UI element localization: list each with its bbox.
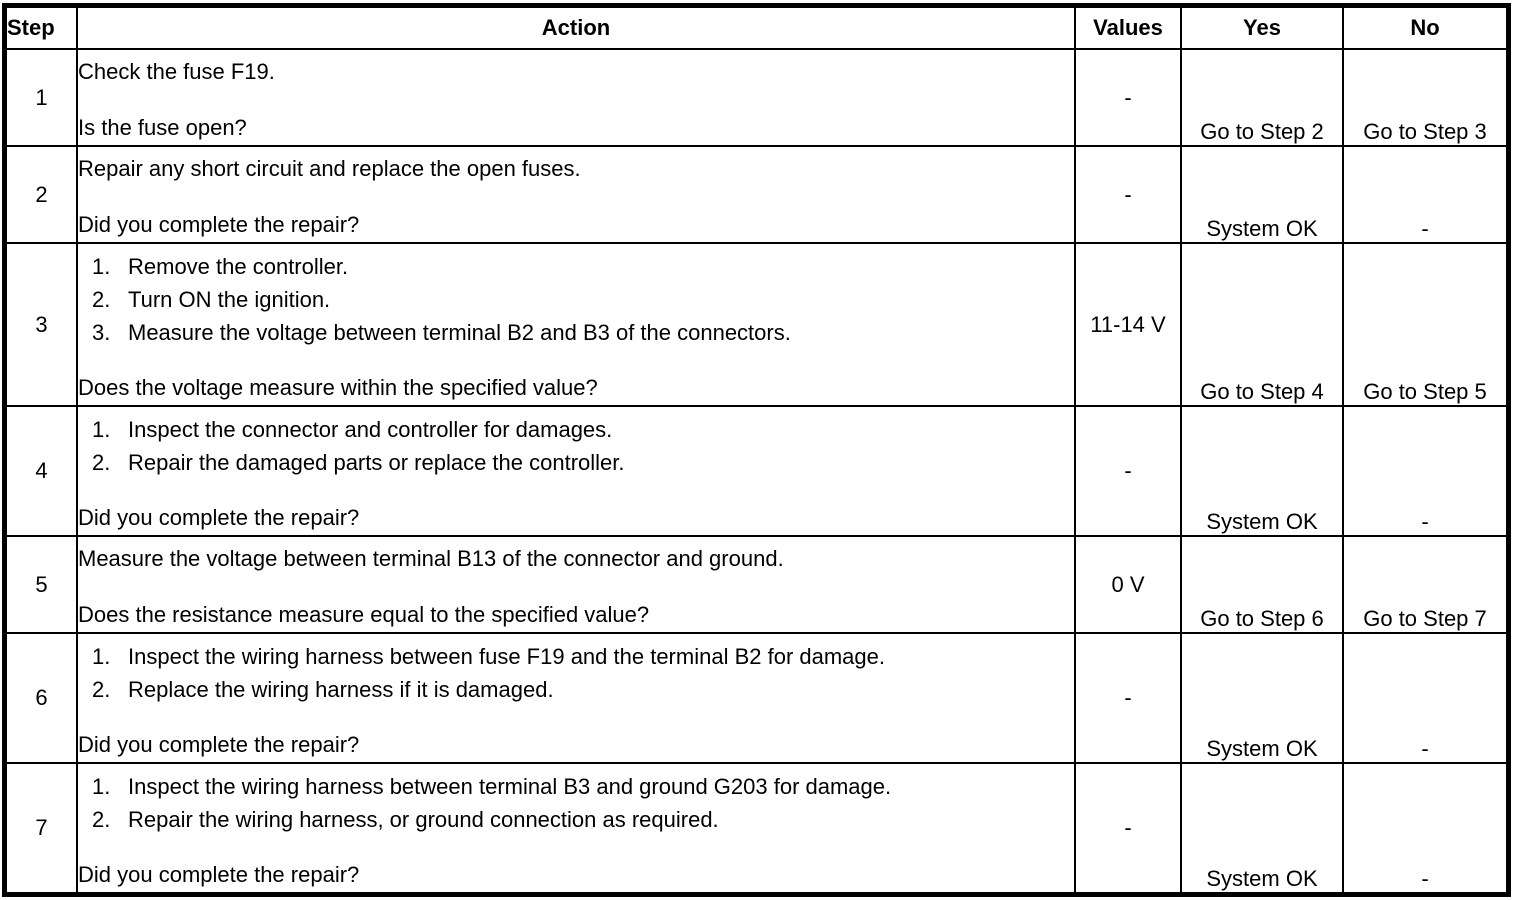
yes-cell: System OK: [1181, 633, 1343, 763]
action-step-text: Turn ON the ignition.: [128, 287, 331, 312]
yes-cell: Go to Step 2: [1181, 49, 1343, 146]
action-steps-list: [78, 640, 1074, 706]
action-question: Did you complete the repair?: [78, 505, 360, 530]
action-question: Did you complete the repair?: [78, 212, 360, 237]
action-step-item: [78, 640, 1074, 673]
action-step-number: 2.: [92, 807, 111, 832]
yes-cell: System OK: [1181, 406, 1343, 536]
yes-cell: System OK: [1181, 763, 1343, 893]
action-step-text: Remove the controller.: [128, 254, 349, 279]
table-row: [6, 49, 1507, 146]
action-step-item: [78, 283, 1074, 316]
no-cell: -: [1343, 146, 1507, 243]
action-cell: [77, 633, 1075, 763]
action-question: Does the resistance measure equal to the specified value?: [78, 602, 650, 627]
action-step-text: Replace the wiring harness if it is damaged.: [128, 677, 554, 702]
action-step-number: 2.: [92, 450, 111, 475]
step-number: 6: [6, 633, 77, 763]
action-step-number: 1.: [92, 254, 111, 279]
header-values: Values: [1075, 7, 1181, 49]
action-cell: [77, 146, 1075, 243]
action-question: Did you complete the repair?: [78, 862, 360, 887]
yes-cell: Go to Step 6: [1181, 536, 1343, 633]
action-cell: [77, 406, 1075, 536]
action-text: Check the fuse F19.: [78, 59, 275, 84]
no-cell: -: [1343, 406, 1507, 536]
values-cell: -: [1075, 763, 1181, 893]
values-cell: -: [1075, 406, 1181, 536]
header-no: No: [1343, 7, 1507, 49]
action-cell: [77, 49, 1075, 146]
no-cell: Go to Step 7: [1343, 536, 1507, 633]
action-step-item: [78, 803, 1074, 836]
action-step-number: 1.: [92, 644, 111, 669]
action-step-item: [78, 446, 1074, 479]
header-row: [6, 7, 1507, 49]
action-steps-list: [78, 413, 1074, 479]
action-question: Is the fuse open?: [78, 115, 247, 140]
action-cell: [77, 536, 1075, 633]
table-body: [6, 49, 1507, 893]
action-text: Measure the voltage between terminal B13 of the connector and ground.: [78, 546, 784, 571]
action-step-item: [78, 770, 1074, 803]
action-step-item: [78, 673, 1074, 706]
yes-cell: Go to Step 4: [1181, 243, 1343, 406]
header-step: Step: [6, 7, 77, 49]
action-steps-list: [78, 770, 1074, 836]
action-step-item: [78, 316, 1074, 349]
action-step-number: 1.: [92, 417, 111, 442]
action-step-text: Repair the wiring harness, or ground connection as required.: [128, 807, 719, 832]
action-step-text: Inspect the connector and controller for damages.: [128, 417, 613, 442]
action-step-number: 1.: [92, 774, 111, 799]
action-text: Repair any short circuit and replace the open fuses.: [78, 156, 581, 181]
action-cell: [77, 243, 1075, 406]
no-cell: -: [1343, 763, 1507, 893]
no-cell: Go to Step 5: [1343, 243, 1507, 406]
table-row: [6, 536, 1507, 633]
table-row: [6, 146, 1507, 243]
table-row: [6, 243, 1507, 406]
values-cell: -: [1075, 49, 1181, 146]
action-step-item: [78, 250, 1074, 283]
values-cell: 11-14 V: [1075, 243, 1181, 406]
values-cell: -: [1075, 146, 1181, 243]
action-cell: [77, 763, 1075, 893]
step-number: 2: [6, 146, 77, 243]
diagnostic-table: [5, 6, 1508, 894]
action-step-text: Repair the damaged parts or replace the controller.: [128, 450, 625, 475]
step-number: 1: [6, 49, 77, 146]
action-steps-list: [78, 250, 1074, 349]
step-number: 5: [6, 536, 77, 633]
yes-cell: System OK: [1181, 146, 1343, 243]
action-step-item: [78, 413, 1074, 446]
header-action: Action: [77, 7, 1075, 49]
action-question: Does the voltage measure within the specified value?: [78, 375, 598, 400]
table-row: [6, 633, 1507, 763]
action-step-number: 2.: [92, 677, 111, 702]
no-cell: Go to Step 3: [1343, 49, 1507, 146]
action-step-number: 3.: [92, 320, 111, 345]
no-cell: -: [1343, 633, 1507, 763]
action-step-number: 2.: [92, 287, 111, 312]
step-number: 3: [6, 243, 77, 406]
action-step-text: Inspect the wiring harness between fuse F19 and the terminal B2 for damage.: [128, 644, 885, 669]
step-number: 4: [6, 406, 77, 536]
table-row: [6, 406, 1507, 536]
values-cell: -: [1075, 633, 1181, 763]
header-yes: Yes: [1181, 7, 1343, 49]
action-step-text: Measure the voltage between terminal B2 and B3 of the connectors.: [128, 320, 791, 345]
values-cell: 0 V: [1075, 536, 1181, 633]
step-number: 7: [6, 763, 77, 893]
action-question: Did you complete the repair?: [78, 732, 360, 757]
table-row: [6, 763, 1507, 893]
action-step-text: Inspect the wiring harness between terminal B3 and ground G203 for damage.: [128, 774, 892, 799]
